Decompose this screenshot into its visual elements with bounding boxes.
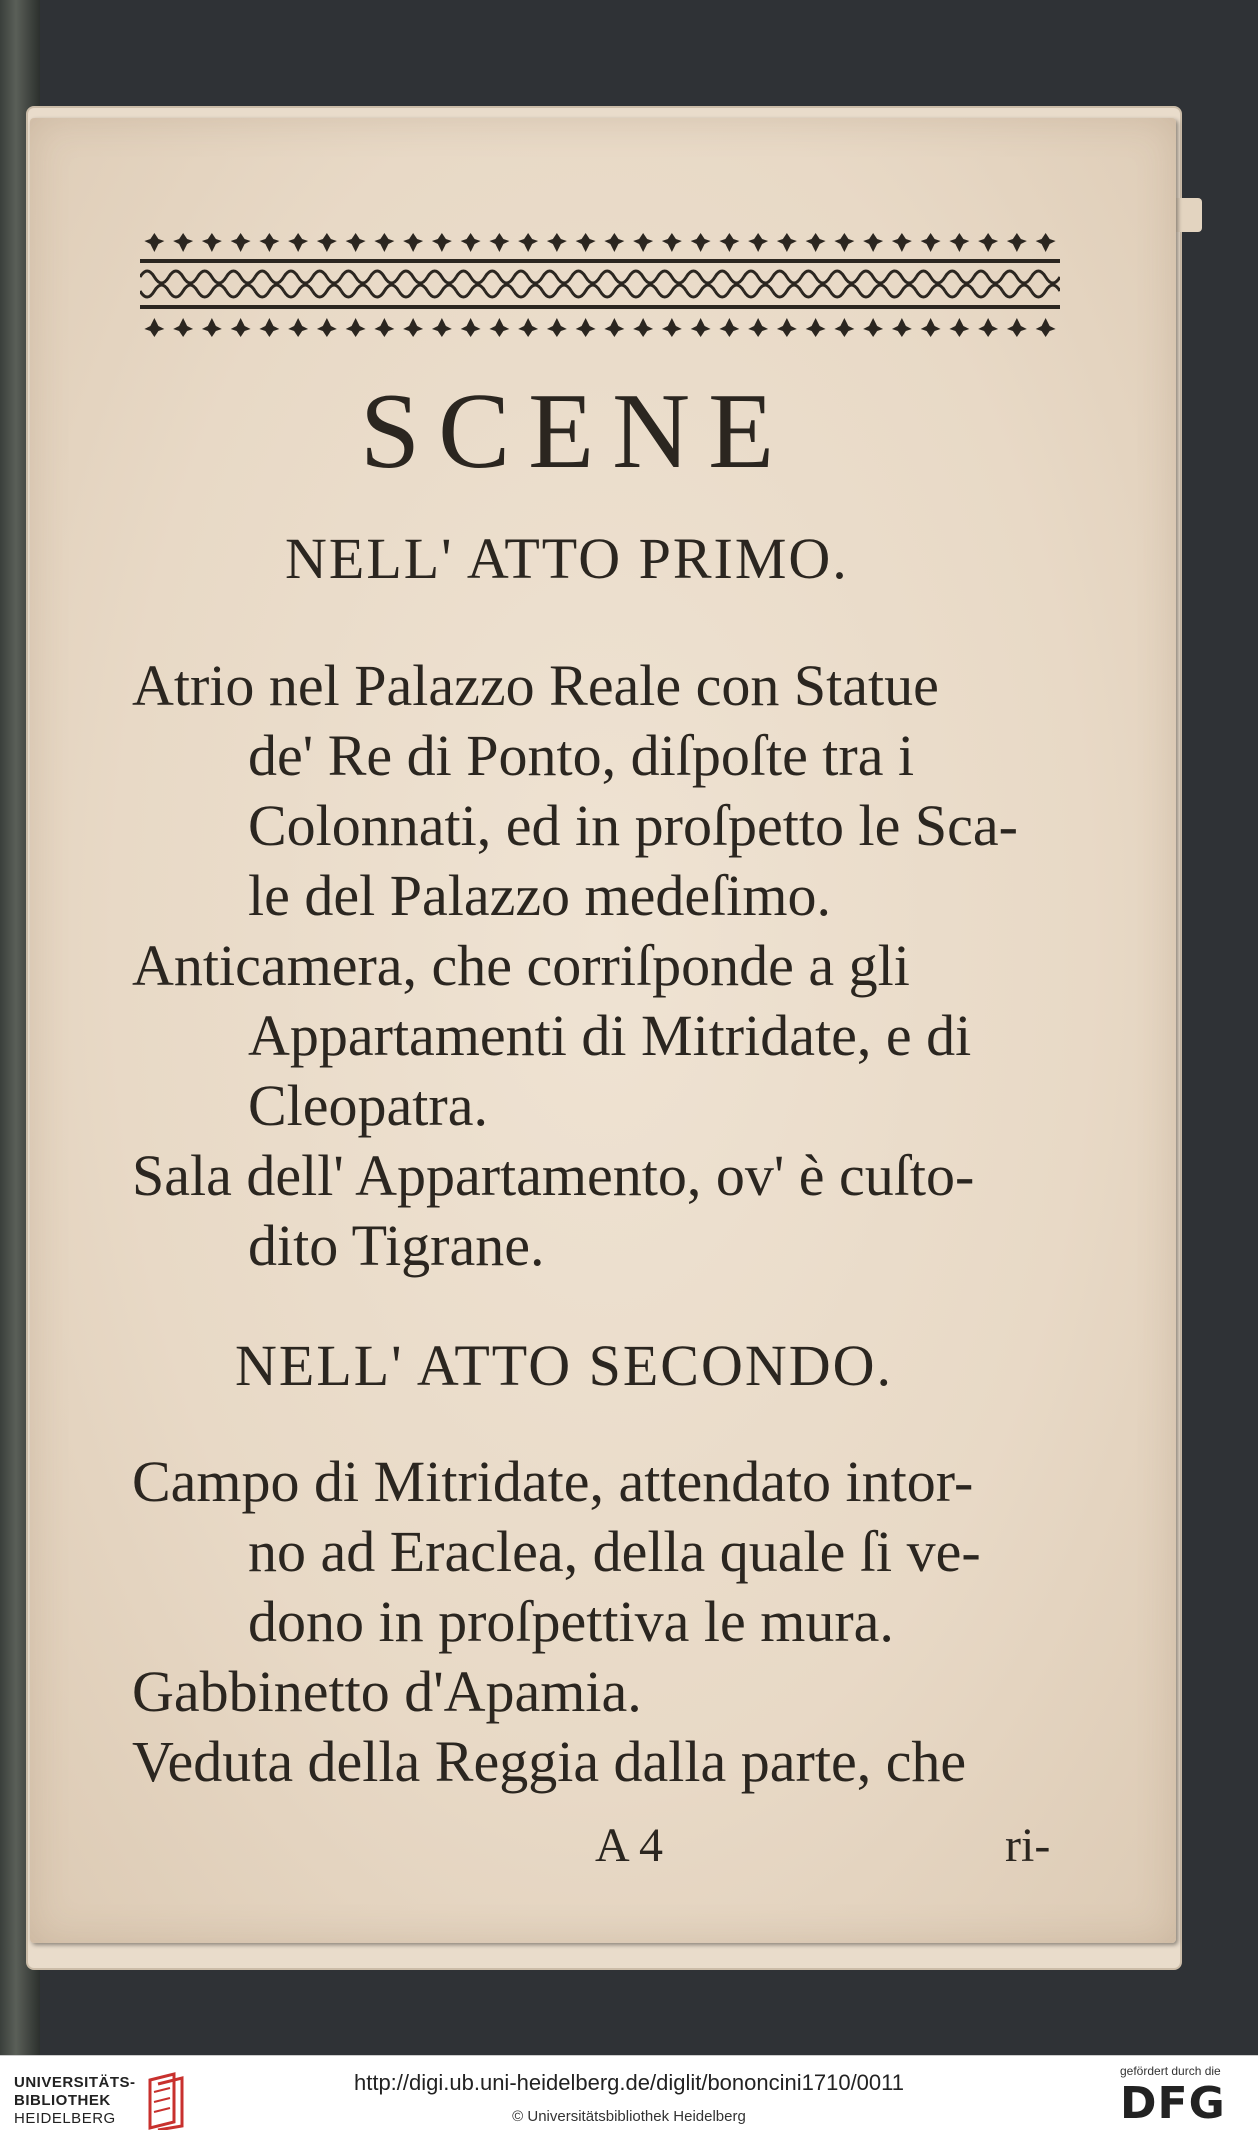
text-line: dono in proſpettiva le mura. bbox=[248, 1589, 894, 1654]
viewer-footer bbox=[0, 2055, 1258, 2146]
catchword: ri- bbox=[1005, 1819, 1051, 1872]
act1-heading: NELL' ATTO PRIMO. bbox=[285, 526, 849, 591]
text-line: Atrio nel Palazzo Reale con Statue bbox=[132, 653, 939, 718]
text-line: Colonnati, ed in proſpetto le Sca- bbox=[248, 793, 1018, 858]
funded-by-label: gefördert durch die bbox=[1120, 2064, 1221, 2078]
text-line: no ad Eraclea, della quale ſi ve- bbox=[248, 1519, 981, 1584]
text-line: Sala dell' Appartamento, ov' è cuſto- bbox=[132, 1143, 975, 1208]
library-name-line: BIBLIOTHEK bbox=[14, 2092, 111, 2109]
text-line: Cleopatra. bbox=[248, 1073, 488, 1138]
text-line: Campo di Mitridate, attendato intor- bbox=[132, 1449, 974, 1514]
act2-heading: NELL' ATTO SECONDO. bbox=[235, 1333, 893, 1398]
library-name-line: HEIDELBERG bbox=[14, 2110, 116, 2127]
text-line: Gabbinetto d'Apamia. bbox=[132, 1659, 642, 1724]
text-line: Appartamenti di Mitridate, e di bbox=[248, 1003, 972, 1068]
dfg-wordmark: DFG bbox=[1120, 2078, 1226, 2129]
signature-mark: A 4 bbox=[595, 1819, 664, 1872]
text-line: dito Tigrane. bbox=[248, 1213, 545, 1278]
printer-ornament-icon bbox=[140, 225, 1060, 345]
text-line: Anticamera, che corriſponde a gli bbox=[132, 933, 910, 998]
page-title: SCENE bbox=[360, 372, 793, 491]
copyright-notice: © Universitätsbibliothek Heidelberg bbox=[512, 2108, 746, 2125]
text-line: Veduta della Reggia dalla parte, che bbox=[132, 1729, 967, 1794]
library-name-line: UNIVERSITÄTS- bbox=[14, 2074, 136, 2091]
dfg-logo[interactable] bbox=[1120, 2064, 1240, 2129]
text-line: le del Palazzo medeſimo. bbox=[248, 863, 832, 928]
permalink-url[interactable]: http://digi.ub.uni-heidelberg.de/diglit/bononcini1710/0011 bbox=[353, 2070, 904, 2095]
page-tab bbox=[1176, 198, 1202, 232]
text-line: de' Re di Ponto, diſpoſte tra i bbox=[248, 723, 915, 788]
